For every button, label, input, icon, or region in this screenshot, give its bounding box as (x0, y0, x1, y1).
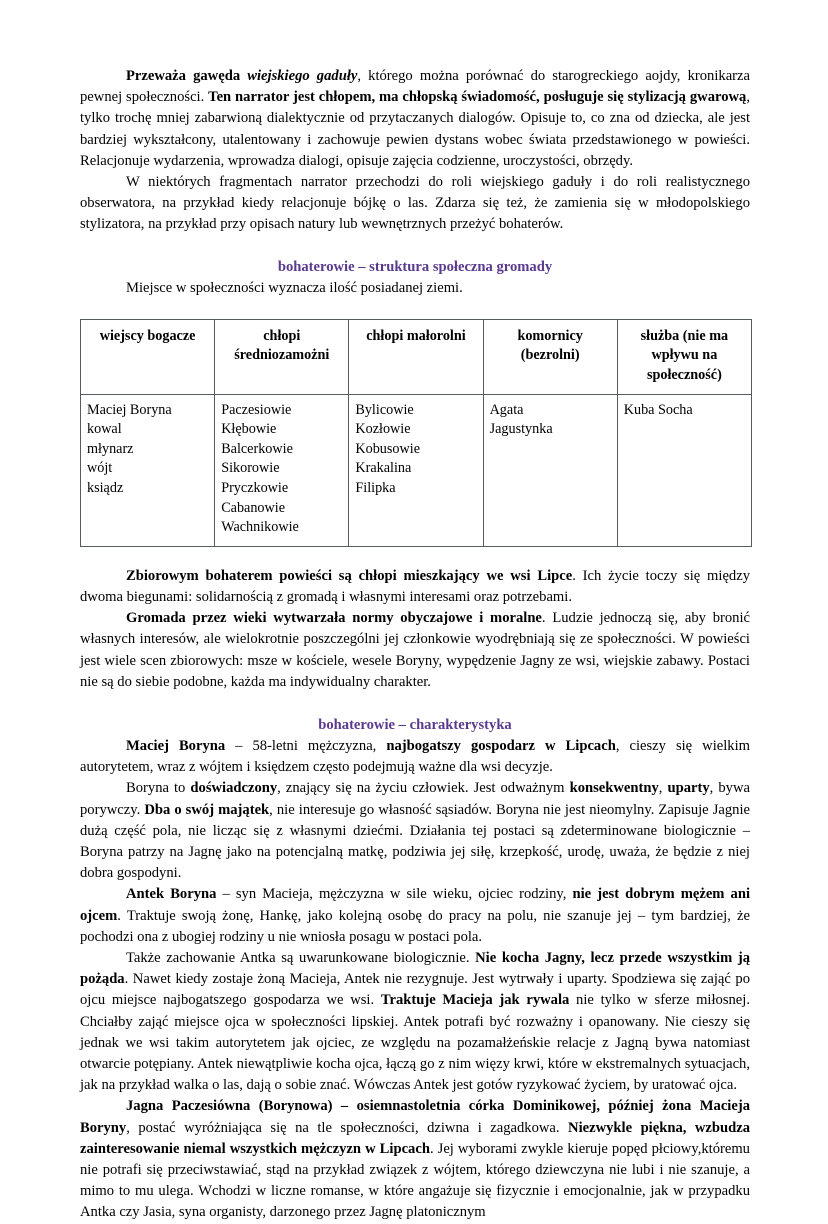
table-cell (617, 394, 751, 546)
table-cell-line: Maciej Boryna (87, 401, 172, 418)
paragraph-antek-1: Antek Boryna – syn Macieja, mężczyzna w sile wieku, ojciec rodziny, nie jest dobrym mężem ani ojcem. Traktuje swoją żonę, Hankę, jako kolejną osobę do pracy na polu, nie szanuje jej – tym bardziej, że pochodzi ona z ubogiej rodziny u nie wniosła posagu w postaci pola. (80, 886, 751, 945)
paragraph-gromada-2: Gromada przez wieki wytwarzała normy obyczajowe i moralne. Ludzie jednoczą się, aby bronić własnych interesów, ale wielokrotnie poszczególni jej członkowie wyodrębniają się ze społeczności. W powieści jest wiele scen zbiorowych: msze w kościele, wesele Boryny, wypędzenie Jagny ze wsi, wiejskie zabawy. Postaci nie są do siebie podobne, każda ma indywidualny charakter. (80, 610, 750, 690)
subtitle-social-structure: Miejsce w społeczności wyznacza ilość posiadanej ziemi. (126, 279, 463, 296)
spacer (80, 236, 750, 257)
text-run-emphasis: uparty (667, 780, 710, 797)
table-cell-line: Bylicowie (355, 401, 414, 418)
table-cell (215, 394, 349, 546)
table-cell-line: Kobusowie (355, 440, 421, 457)
table-cell-line: kowal (87, 421, 122, 438)
table-cell-line: wójt (87, 460, 113, 477)
table-cell (483, 394, 617, 546)
table-header-cell: chłopi małorolni (349, 319, 483, 394)
table-cell-line: ksiądz (87, 479, 124, 496)
table-cell-line: Jagustynka (489, 421, 553, 438)
social-structure-table (80, 319, 752, 547)
paragraph-antek-2: Także zachowanie Antka są uwarunkowane biologicznie. Nie kocha Jagny, lecz przede wszystkim ją pożąda. Nawet kiedy zostaje żoną Macieja, Antek nie rezygnuje. Jest wytrwały i uparty. Spodziewa się zająć po ojcu miejsce najbogatszego gospodarza we wsi. Traktuje Macieja jak rywala nie tylko w sferze miłosnej. Chciałby zająć miejsce ojca w społeczności lipskiej. Antek potrafi być rozważny i opanowany. Nie cieszy się jednak we wsi takim autorytetem jak ojciec, ze względu na pozamałżeńskie relacje z Jagną bywa natomiast otwarcie potępiany. Antek niewątpliwie kocha ojca, łączą go z nim więzy krwi, które w ekstremalnych sytuacjach, jak na przykład walka o las, dają o sobie znać. Wówczas Antek jest gotów ryzykować życiem, by uratować ojca. (80, 950, 750, 1094)
table-header-row (81, 319, 752, 394)
text-run-emphasis: najbogatszy gospodarz w Lipcach (386, 737, 616, 754)
heading-characters: bohaterowie – charakterystyka (318, 716, 512, 733)
spacer (80, 547, 750, 566)
table-cell-line: Balcerkowie (221, 440, 293, 457)
table-cell-line: Krakalina (355, 460, 412, 477)
text-run-emphasis: Gromada przez wieki wytwarzała normy obyczajowe i moralne (126, 610, 542, 627)
paragraph-narrator-1: Przeważa gawęda wiejskiego gaduły, którego można porównać do starogreckiego aojdy, kronikarza pewnej społeczności. Ten narrator jest chłopem, ma chłopską świadomość, posługuje się stylizacją gwarową, tylko trochę mniej zabarwioną dialektycznie od przytaczanych dialogów. Opisuje to, co zna od dziecka, ale jest bardziej wykształcony, utalentowany i zachowuje pewien dystans wobec świata przedstawionego w powieści. Relacjonuje wydarzenia, wprowadza dialogi, opisuje zajęcia codzienne, uroczystości, obrzędy. (80, 68, 751, 169)
text-run-emphasis: wiejskiego gaduły (247, 68, 358, 84)
table-header-cell: wiejscy bogacze (81, 319, 215, 394)
text-run-emphasis: Maciej Boryna (126, 737, 226, 754)
text-run-emphasis: Nie kocha Jagny, lecz przede wszystkim ją pożąda (80, 950, 750, 988)
table-cell-line: Pryczkowie (221, 479, 289, 496)
text-run-emphasis: konsekwentny (569, 780, 659, 797)
table-header-cell: komornicy (bezrolni) (483, 319, 617, 394)
text-run-emphasis: Antek Boryna (126, 886, 217, 903)
paragraph-maciej-1: Maciej Boryna – 58-letni mężczyzna, najbogatszy gospodarz w Lipcach, cieszy się wielkim autorytetem, wraz z wójtem i księdzem często podejmują ważne dla wsi decyzje. (80, 737, 750, 776)
text-run-emphasis: doświadczony (190, 780, 278, 797)
table-header-cell: służba (nie ma wpływu na społeczność) (617, 319, 751, 394)
table-cell (349, 394, 483, 546)
table-cell-line: Cabanowie (221, 499, 286, 516)
paragraph-narrator-2: W niektórych fragmentach narrator przechodzi do roli wiejskiego gaduły i do roli realistycznego obserwatora, na przykład kiedy relacjonuje bójkę o las. Zdarza się też, że zamienia się w młodopolskiego stylizatora, na przykład przy opisach natury lub wewnętrznych przeżyć bohaterów. (80, 174, 750, 233)
text-run-emphasis: Dba o swój majątek (144, 801, 270, 818)
table-cell (81, 394, 215, 546)
table-cell-line: Paczesiowie (221, 401, 292, 418)
spacer (80, 299, 750, 319)
spacer (80, 693, 750, 715)
text-run-emphasis: Ten narrator jest chłopem, ma chłopską świadomość, posługuje się stylizacją gwarową (208, 89, 747, 106)
table-cell-line: Kozłowie (355, 421, 411, 438)
table-header-cell: chłopi średniozamożni (215, 319, 349, 394)
table-cell-line: Kłębowie (221, 421, 277, 438)
table-cell-line: Agata (489, 401, 524, 418)
paragraph-gromada-1: Zbiorowym bohaterem powieści są chłopi mieszkający we wsi Lipce. Ich życie toczy się między dwoma biegunami: solidarnością z gromadą i własnymi interesami oraz potrzebami. (80, 567, 751, 605)
text-run-emphasis: Zbiorowym bohaterem powieści są chłopi mieszkający we wsi Lipce (126, 567, 573, 584)
table-row (81, 394, 752, 546)
paragraph-maciej-2: Boryna to doświadczony, znający się na życiu człowiek. Jest odważnym konsekwentny, uparty, bywa porywczy. Dba o swój majątek, nie interesuje go własność sąsiadów. Boryna nie jest nieomylny. Zapisuje Jagnie dużą część pola, nie licząc się z własnymi dziećmi. Działania tej postaci są zdeterminowane biologicznie – Boryna patrzy na Jagnę jako na potencjalną matkę, podziwia jej siłę, krzepkość, urodę, uważa, że będzie z niej dobra gospodyni. (80, 780, 751, 882)
text-run-emphasis: Traktuje Macieja jak rywala (380, 992, 570, 1009)
table-cell-line: młynarz (87, 440, 134, 457)
text-run-emphasis: Niezwykle piękna, wzbudza zainteresowanie niemal wszystkich mężczyzn w Lipcach (80, 1119, 751, 1157)
heading-social-structure: bohaterowie – struktura społeczna gromady (277, 258, 553, 275)
table-cell-line: Wachnikowie (221, 519, 299, 536)
paragraph-jagna-1: Jagna Paczesiówna (Borynowa) – osiemnastoletnia córka Dominikowej, później żona Macieja Boryny, postać wyróżniająca się na tle społeczności, dziwna i zagadkowa. Niezwykle piękna, wzbudza zainteresowanie niemal wszystkich mężczyzn w Lipcach. Jej wyborami zwykle kieruje popęd płciowy,któremu nie potrafi się przeciwstawiać, stąd na przykład związek z wójtem, którego dziewczyna nie lubi i nie szanuje, a mimo to mu ulega. Wchodzi w liczne romanse, w które angażuje się fizycznie i emocjonalnie, jak w przypadku Antka czy Jasia, syna organisty, darzonego przez Jagnę platonicznym (80, 1098, 751, 1221)
text-run-emphasis: Jagna Paczesiówna (Borynowa) – osiemnastoletnia córka Dominikowej, później żona Macieja Boryny (80, 1098, 750, 1136)
text-run-emphasis: Przeważa gawęda (126, 68, 248, 84)
table-cell-line: Kuba Socha (623, 401, 693, 418)
table-cell-line: Sikorowie (221, 460, 280, 477)
table-cell-line: Filipka (355, 479, 396, 496)
text-run-emphasis: nie jest dobrym mężem ani ojcem (80, 886, 751, 924)
